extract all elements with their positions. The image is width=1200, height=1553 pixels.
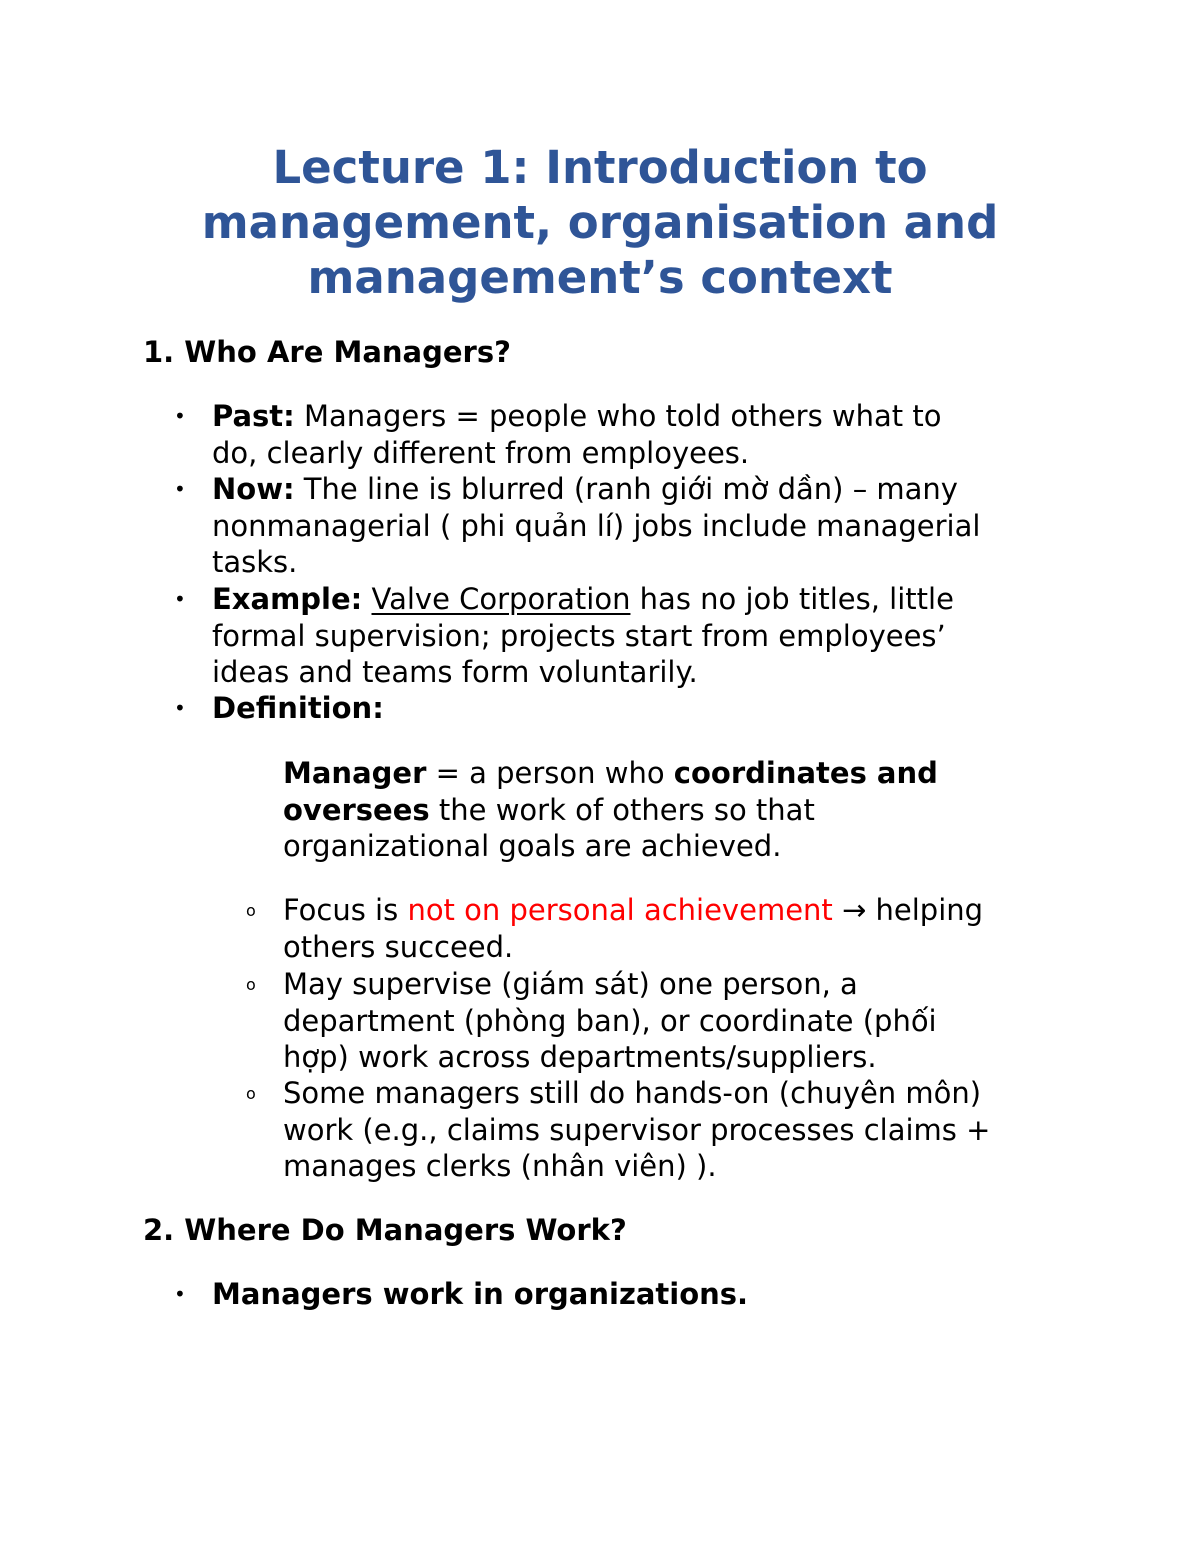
organizations-text: Managers work in organizations. xyxy=(212,1277,749,1311)
definition-text xyxy=(283,755,1163,865)
definition-term: Manager xyxy=(283,756,427,790)
now-text-line-3: tasks. xyxy=(212,545,298,579)
example-label: Example: xyxy=(212,582,363,616)
now-text-line-1: The line is blurred (ranh giới mờ dần) – many xyxy=(294,472,958,506)
supervise-line-3: hợp) work across departments/suppliers. xyxy=(283,1040,877,1074)
definition-bold-1: coordinates and xyxy=(673,756,938,790)
handson-line-2: work (e.g., claims supervisor processes claims + xyxy=(283,1112,991,1147)
title-line-2: management, organisation and xyxy=(201,196,999,249)
definition-line-3: organizational goals are achieved. xyxy=(283,829,782,863)
bullet-icon: • xyxy=(174,587,186,611)
sub-item-focus xyxy=(283,892,1163,965)
now-text-line-2: nonmanagerial ( phi quản lí) jobs include managerial xyxy=(212,508,981,543)
sub-item-handson xyxy=(283,1075,1163,1185)
sub-item-supervise xyxy=(283,966,1163,1076)
list-item-now xyxy=(212,471,1112,581)
bullet-icon: • xyxy=(174,1282,186,1306)
focus-red-text: not on personal achievement xyxy=(407,893,833,927)
example-text-line-3: ideas and teams form voluntarily. xyxy=(212,655,698,689)
document-title xyxy=(100,140,1100,305)
title-line-3: management’s context xyxy=(307,251,893,304)
handson-line-1: Some managers still do hands-on (chuyên môn) xyxy=(283,1076,982,1110)
now-label: Now: xyxy=(212,472,295,506)
past-label: Past: xyxy=(212,399,295,433)
section-1-heading: 1. Who Are Managers? xyxy=(143,335,511,369)
list-item-organizations xyxy=(212,1276,1112,1313)
section-2-heading: 2. Where Do Managers Work? xyxy=(143,1213,627,1247)
title-line-1: Lecture 1: Introduction to xyxy=(272,141,928,194)
circle-bullet-icon: o xyxy=(246,1084,256,1103)
circle-bullet-icon: o xyxy=(246,901,256,920)
valve-corporation-link[interactable]: Valve Corporation xyxy=(371,582,631,616)
supervise-line-2: department (phòng ban), or coordinate (phối xyxy=(283,1003,937,1038)
past-text-line-2: do, clearly different from employees. xyxy=(212,435,750,470)
definition-line-2-rest: the work of others so that xyxy=(429,792,815,827)
bullet-icon: • xyxy=(174,404,186,428)
focus-post: → helping xyxy=(832,893,984,927)
bullet-icon: • xyxy=(174,477,186,501)
past-text-line-1: Managers = people who told others what to xyxy=(294,399,942,433)
circle-bullet-icon: o xyxy=(246,975,256,994)
definition-eq: = a person who xyxy=(426,756,674,790)
list-item-past xyxy=(212,398,1112,471)
focus-line-2: others succeed. xyxy=(283,929,514,964)
bullet-icon: • xyxy=(174,696,186,720)
definition-bold-2: oversees xyxy=(283,792,430,827)
focus-pre: Focus is xyxy=(283,893,408,927)
example-text-line-1: has no job titles, little xyxy=(630,582,954,616)
list-item-definition xyxy=(212,690,1112,727)
supervise-line-1: May supervise (giám sát) one person, a xyxy=(283,967,858,1001)
list-item-example xyxy=(212,581,1112,691)
definition-label: Definition: xyxy=(212,691,384,725)
handson-line-3: manages clerks (nhân viên) ). xyxy=(283,1149,717,1183)
example-text-line-2: formal supervision; projects start from employees’ xyxy=(212,618,946,653)
